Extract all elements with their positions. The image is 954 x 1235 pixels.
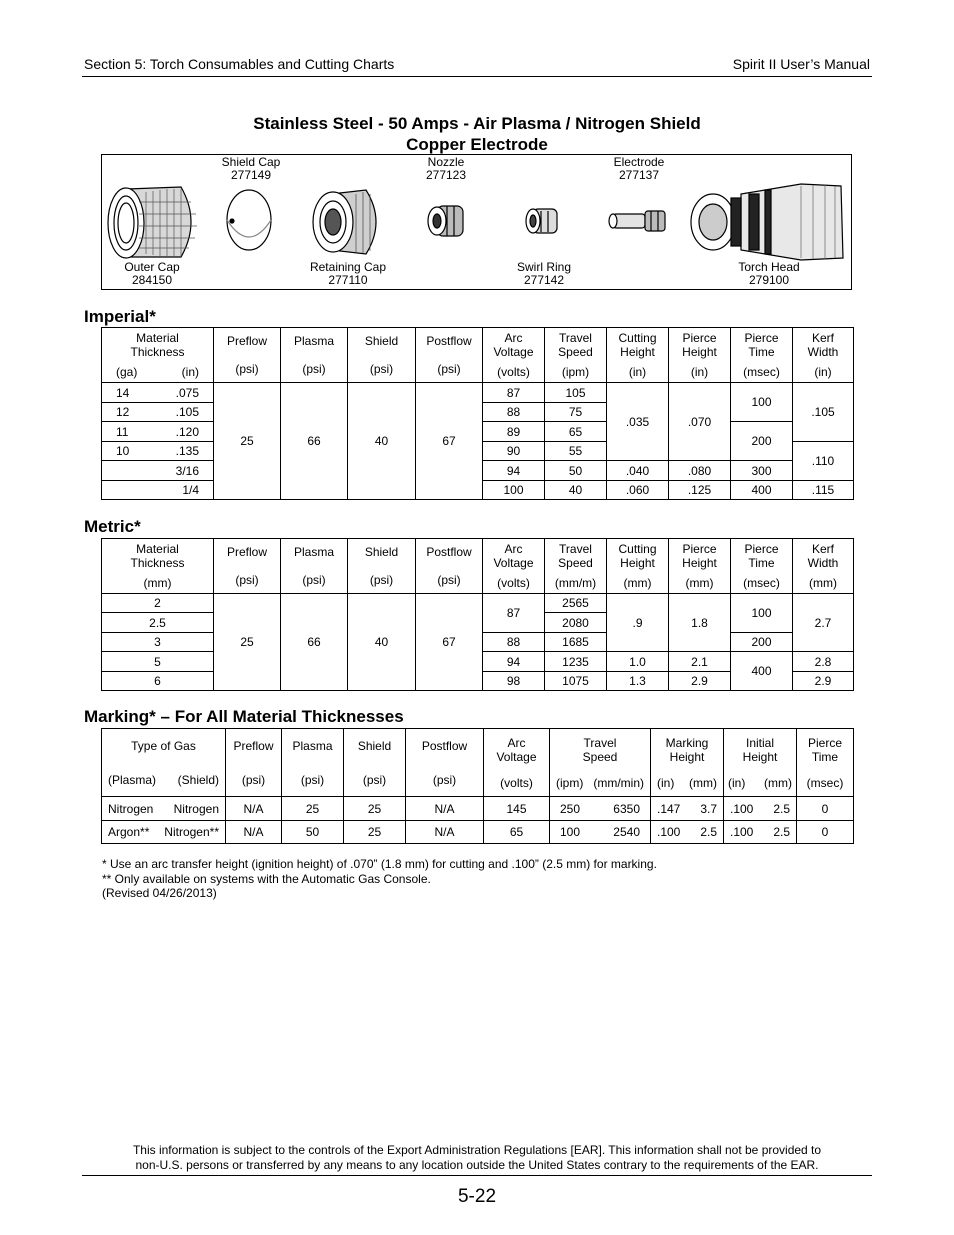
nozzle-icon — [428, 206, 463, 236]
col-preflow: Preflow (psi) — [214, 539, 281, 594]
header-section-title: Section 5: Torch Consumables and Cutting Charts — [84, 56, 395, 72]
table-row: 10 .135 90 55 .110 — [102, 442, 854, 461]
col-plasma: Plasma (psi) — [281, 328, 348, 383]
col-pierce-time: Pierce Time (msec) — [731, 539, 793, 594]
table-row: 3/16 94 50 .040 .080 300 — [102, 461, 854, 481]
col-travel-speed: Travel Speed (mm/m) — [545, 539, 607, 594]
swirl-ring-label: Swirl Ring 277142 — [516, 260, 571, 287]
col-pierce-height: Pierce Height (mm) — [669, 539, 731, 594]
nozzle-label: Nozzle 277123 — [425, 155, 467, 182]
outer-cap-label: Outer Cap 284150 — [124, 260, 180, 287]
table-row: 11 .120 89 65 200 — [102, 422, 854, 442]
col-travel-speed: Travel Speed (ipm) (mm/min) — [550, 729, 651, 797]
col-material-thickness: Material Thickness (mm) — [102, 539, 214, 594]
torch-head-icon — [691, 184, 843, 260]
col-shield: Shield (psi) — [348, 328, 416, 383]
col-pierce-time: Pierce Time (msec) — [797, 729, 854, 797]
col-arc-voltage: Arc Voltage (volts) — [483, 328, 545, 383]
col-preflow: Preflow (psi) — [214, 328, 281, 383]
metric-table — [101, 538, 854, 691]
consumables-drawings — [101, 154, 852, 290]
col-kerf-width: Kerf Width (mm) — [793, 539, 854, 594]
footnote-revised: (Revised 04/26/2013) — [102, 886, 217, 900]
col-kerf-width: Kerf Width (in) — [793, 328, 854, 383]
col-arc-voltage: Arc Voltage (volts) — [483, 539, 545, 594]
page-number: 5-22 — [457, 1186, 497, 1207]
table-row: 2.5 2080 — [102, 613, 854, 633]
col-shield: Shield (psi) — [344, 729, 406, 797]
col-pierce-height: Pierce Height (in) — [669, 328, 731, 383]
marking-heading: Marking* – For All Material Thicknesses — [84, 707, 404, 726]
col-plasma: Plasma (psi) — [282, 729, 344, 797]
export-notice: This information is subject to the controls of the Export Administration Regulations [EAR]. This information shall not be provided to non-U.S. persons or transferred by any means to any location outside the United States contrary to the requirements of the EAR. — [132, 1143, 822, 1172]
col-cutting-height: Cutting Height (mm) — [607, 539, 669, 594]
table-row: 1/4 100 40 .060 .125 400 .115 — [102, 481, 854, 500]
col-shield: Shield (psi) — [348, 539, 416, 594]
footer-rule — [82, 1175, 872, 1176]
col-units-ga-in: (ga) (in) — [102, 362, 214, 383]
retaining-cap-icon — [313, 190, 376, 254]
col-pierce-time: Pierce Time (msec) — [731, 328, 793, 383]
table-row: Argon** Nitrogen** N/A 50 25 N/A 65 100 2540 .100 2.5 .100 2.5 0 — [102, 821, 854, 844]
col-postflow: Postflow (psi) — [416, 539, 483, 594]
table-row: 12 .105 88 75 — [102, 403, 854, 422]
header-manual-title: Spirit II User’s Manual — [732, 56, 870, 72]
shield-cap-label: Shield Cap 277149 — [221, 155, 281, 182]
electrode-icon — [609, 211, 665, 231]
imperial-table — [101, 327, 854, 500]
imperial-heading: Imperial* — [84, 307, 156, 326]
electrode-label: Electrode 277137 — [613, 155, 665, 182]
col-material-thickness: Material Thickness — [102, 328, 214, 362]
col-plasma: Plasma (psi) — [281, 539, 348, 594]
table-row: Nitrogen Nitrogen N/A 25 25 N/A 145 250 6350 .147 3.7 .100 2.5 0 — [102, 797, 854, 821]
table-row: 14 .075 25 66 40 67 87 105 .035 .070 100 .105 — [102, 383, 854, 403]
table-row: 2 25 66 40 67 87 2565 .9 1.8 100 2.7 — [102, 594, 854, 613]
col-marking-height: Marking Height (in) (mm) — [651, 729, 724, 797]
table-row: 6 98 1075 1.3 2.9 2.9 — [102, 672, 854, 691]
retaining-cap-label: Retaining Cap 277110 — [309, 260, 387, 287]
col-travel-speed: Travel Speed (ipm) — [545, 328, 607, 383]
shield-cap-icon — [227, 190, 271, 250]
col-arc-voltage: Arc Voltage (volts) — [484, 729, 550, 797]
col-postflow: Postflow (psi) — [406, 729, 484, 797]
col-type-of-gas: Type of Gas (Plasma) (Shield) — [102, 729, 226, 797]
page-subtitle: Copper Electrode — [406, 135, 548, 154]
col-postflow: Postflow (psi) — [416, 328, 483, 383]
marking-table — [101, 728, 854, 844]
page-title: Stainless Steel - 50 Amps - Air Plasma / Nitrogen Shield — [253, 114, 701, 133]
col-preflow: Preflow (psi) — [226, 729, 282, 797]
outer-cap-icon — [108, 187, 197, 258]
torch-head-label: Torch Head 279100 — [738, 260, 800, 287]
swirl-ring-icon — [526, 209, 557, 233]
table-row: 5 94 1235 1.0 2.1 400 2.8 — [102, 652, 854, 672]
col-initial-height: Initial Height (in) (mm) — [724, 729, 797, 797]
col-cutting-height: Cutting Height (in) — [607, 328, 669, 383]
header-rule — [82, 76, 872, 77]
footnote-arc-transfer: * Use an arc transfer height (ignition height) of .070” (1.8 mm) for cutting and .100” (2.5 mm) for marking. — [102, 857, 657, 871]
footnote-agc: ** Only available on systems with the Automatic Gas Console. — [102, 872, 431, 886]
metric-heading: Metric* — [84, 517, 141, 536]
table-row: 3 88 1685 200 — [102, 633, 854, 652]
